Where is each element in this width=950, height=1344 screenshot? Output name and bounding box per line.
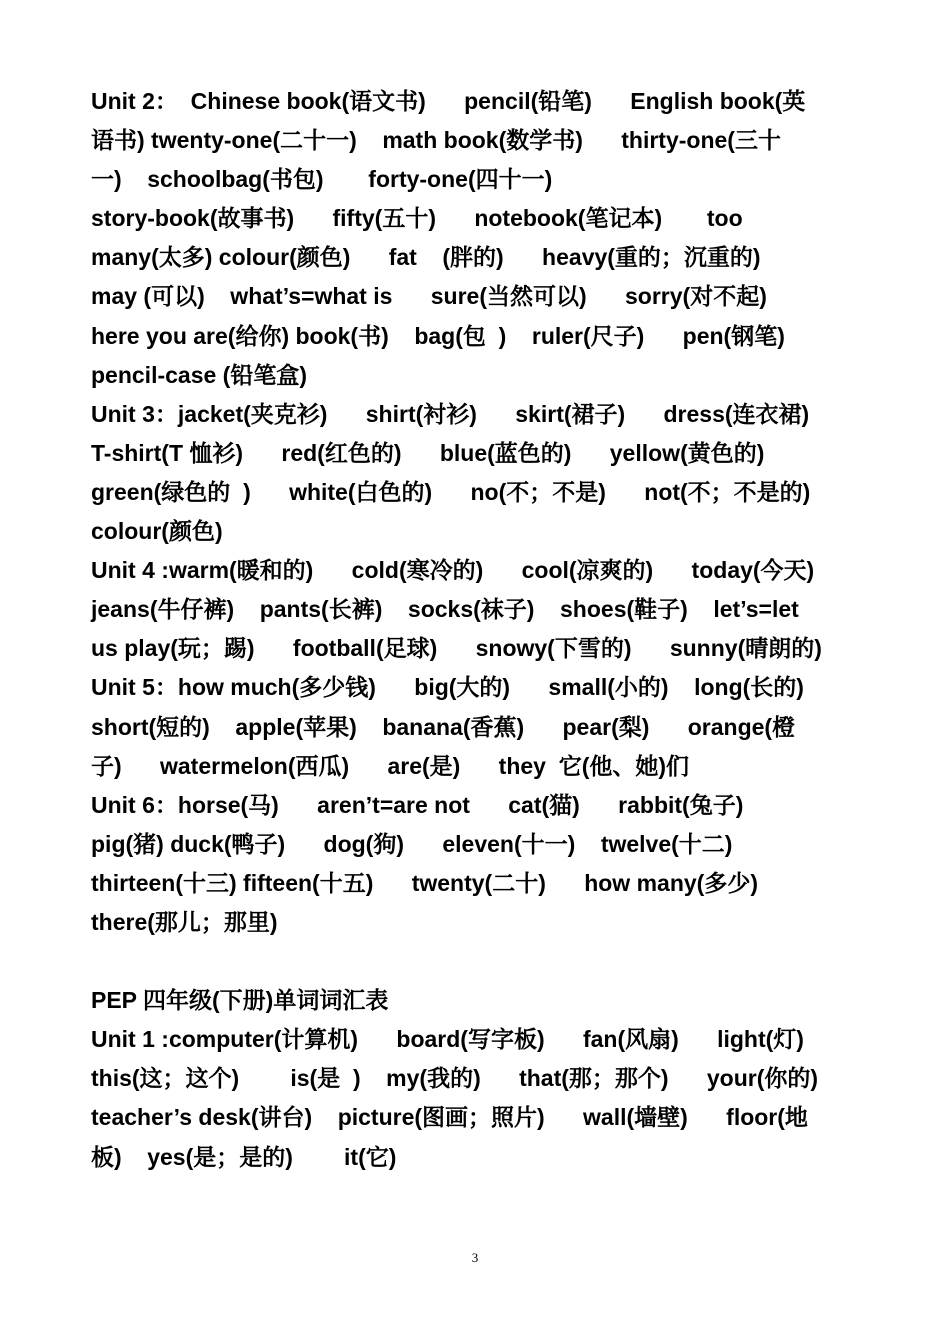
text-line: pig(猪) duck(鸭子) dog(狗) eleven(十一) twelve(十二) [91,830,733,857]
text-line: green(绿色的 ) white(白色的) no(不；不是) not(不；不是的) [91,478,811,505]
text-line: there(那儿；那里) [91,908,278,935]
text-line: many(太多) colour(颜色) fat (胖的) heavy(重的；沉重的) [91,244,761,271]
text-line: 一) schoolbag(书包) forty-one(四十一) [91,166,553,193]
text-line: 语书) twenty-one(二十一) math book(数学书) thirty-one(三十 [91,127,781,154]
text-line: Unit 5：how much(多少钱) big(大的) small(小的) long(长的) [91,674,804,701]
text-line: pencil-case (铅笔盒) [91,361,307,388]
text-line: us play(玩；踢) football(足球) snowy(下雪的) sunny(晴朗的) [91,635,822,662]
blank-line [91,942,871,981]
text-line: short(短的) apple(苹果) banana(香蕉) pear(梨) orange(橙 [91,713,796,740]
text-line: thirteen(十三) fifteen(十五) twenty(二十) how many(多少) [91,869,758,896]
text-line: jeans(牛仔裤) pants(长裤) socks(袜子) shoes(鞋子) let’s=let [91,596,799,623]
text-line: 子) watermelon(西瓜) are(是) they 它(他、她)们 [91,752,690,779]
text-line: story-book(故事书) fifty(五十) notebook(笔记本) too [91,205,743,232]
text-line: here you are(给你) book(书) bag(包 ) ruler(尺子) pen(钢笔) [91,322,785,349]
text-line: teacher’s desk(讲台) picture(图画；照片) wall(墙壁) floor(地 [91,1104,808,1131]
text-line: Unit 6：horse(马) aren’t=are not cat(猫) rabbit(兔子) [91,791,744,818]
text-line: Unit 1 :computer(计算机) board(写字板) fan(风扇) light(灯) [91,1026,804,1053]
text-line: this(这；这个) is(是 ) my(我的) that(那；那个) your(你的) [91,1065,819,1092]
page-number: 3 [471,1250,479,1265]
text-line: Unit 4 :warm(暖和的) cold(寒冷的) cool(凉爽的) today(今天) [91,557,815,584]
text-line: Unit 3：jacket(夹克衫) shirt(衬衫) skirt(裙子) dress(连衣裙) [91,400,810,427]
document-body [91,82,871,1177]
section-heading: PEP 四年级(下册)单词词汇表 [91,987,389,1014]
text-line: Unit 2： Chinese book(语文书) pencil(铅笔) English book(英 [91,88,806,114]
text-line: 板) yes(是；是的) it(它) [91,1143,397,1170]
text-line: may (可以) what’s=what is sure(当然可以) sorry(对不起) [91,283,767,310]
text-line: colour(颜色) [91,518,223,545]
text-line: T-shirt(T 恤衫) red(红色的) blue(蓝色的) yellow(黄色的) [91,439,765,466]
